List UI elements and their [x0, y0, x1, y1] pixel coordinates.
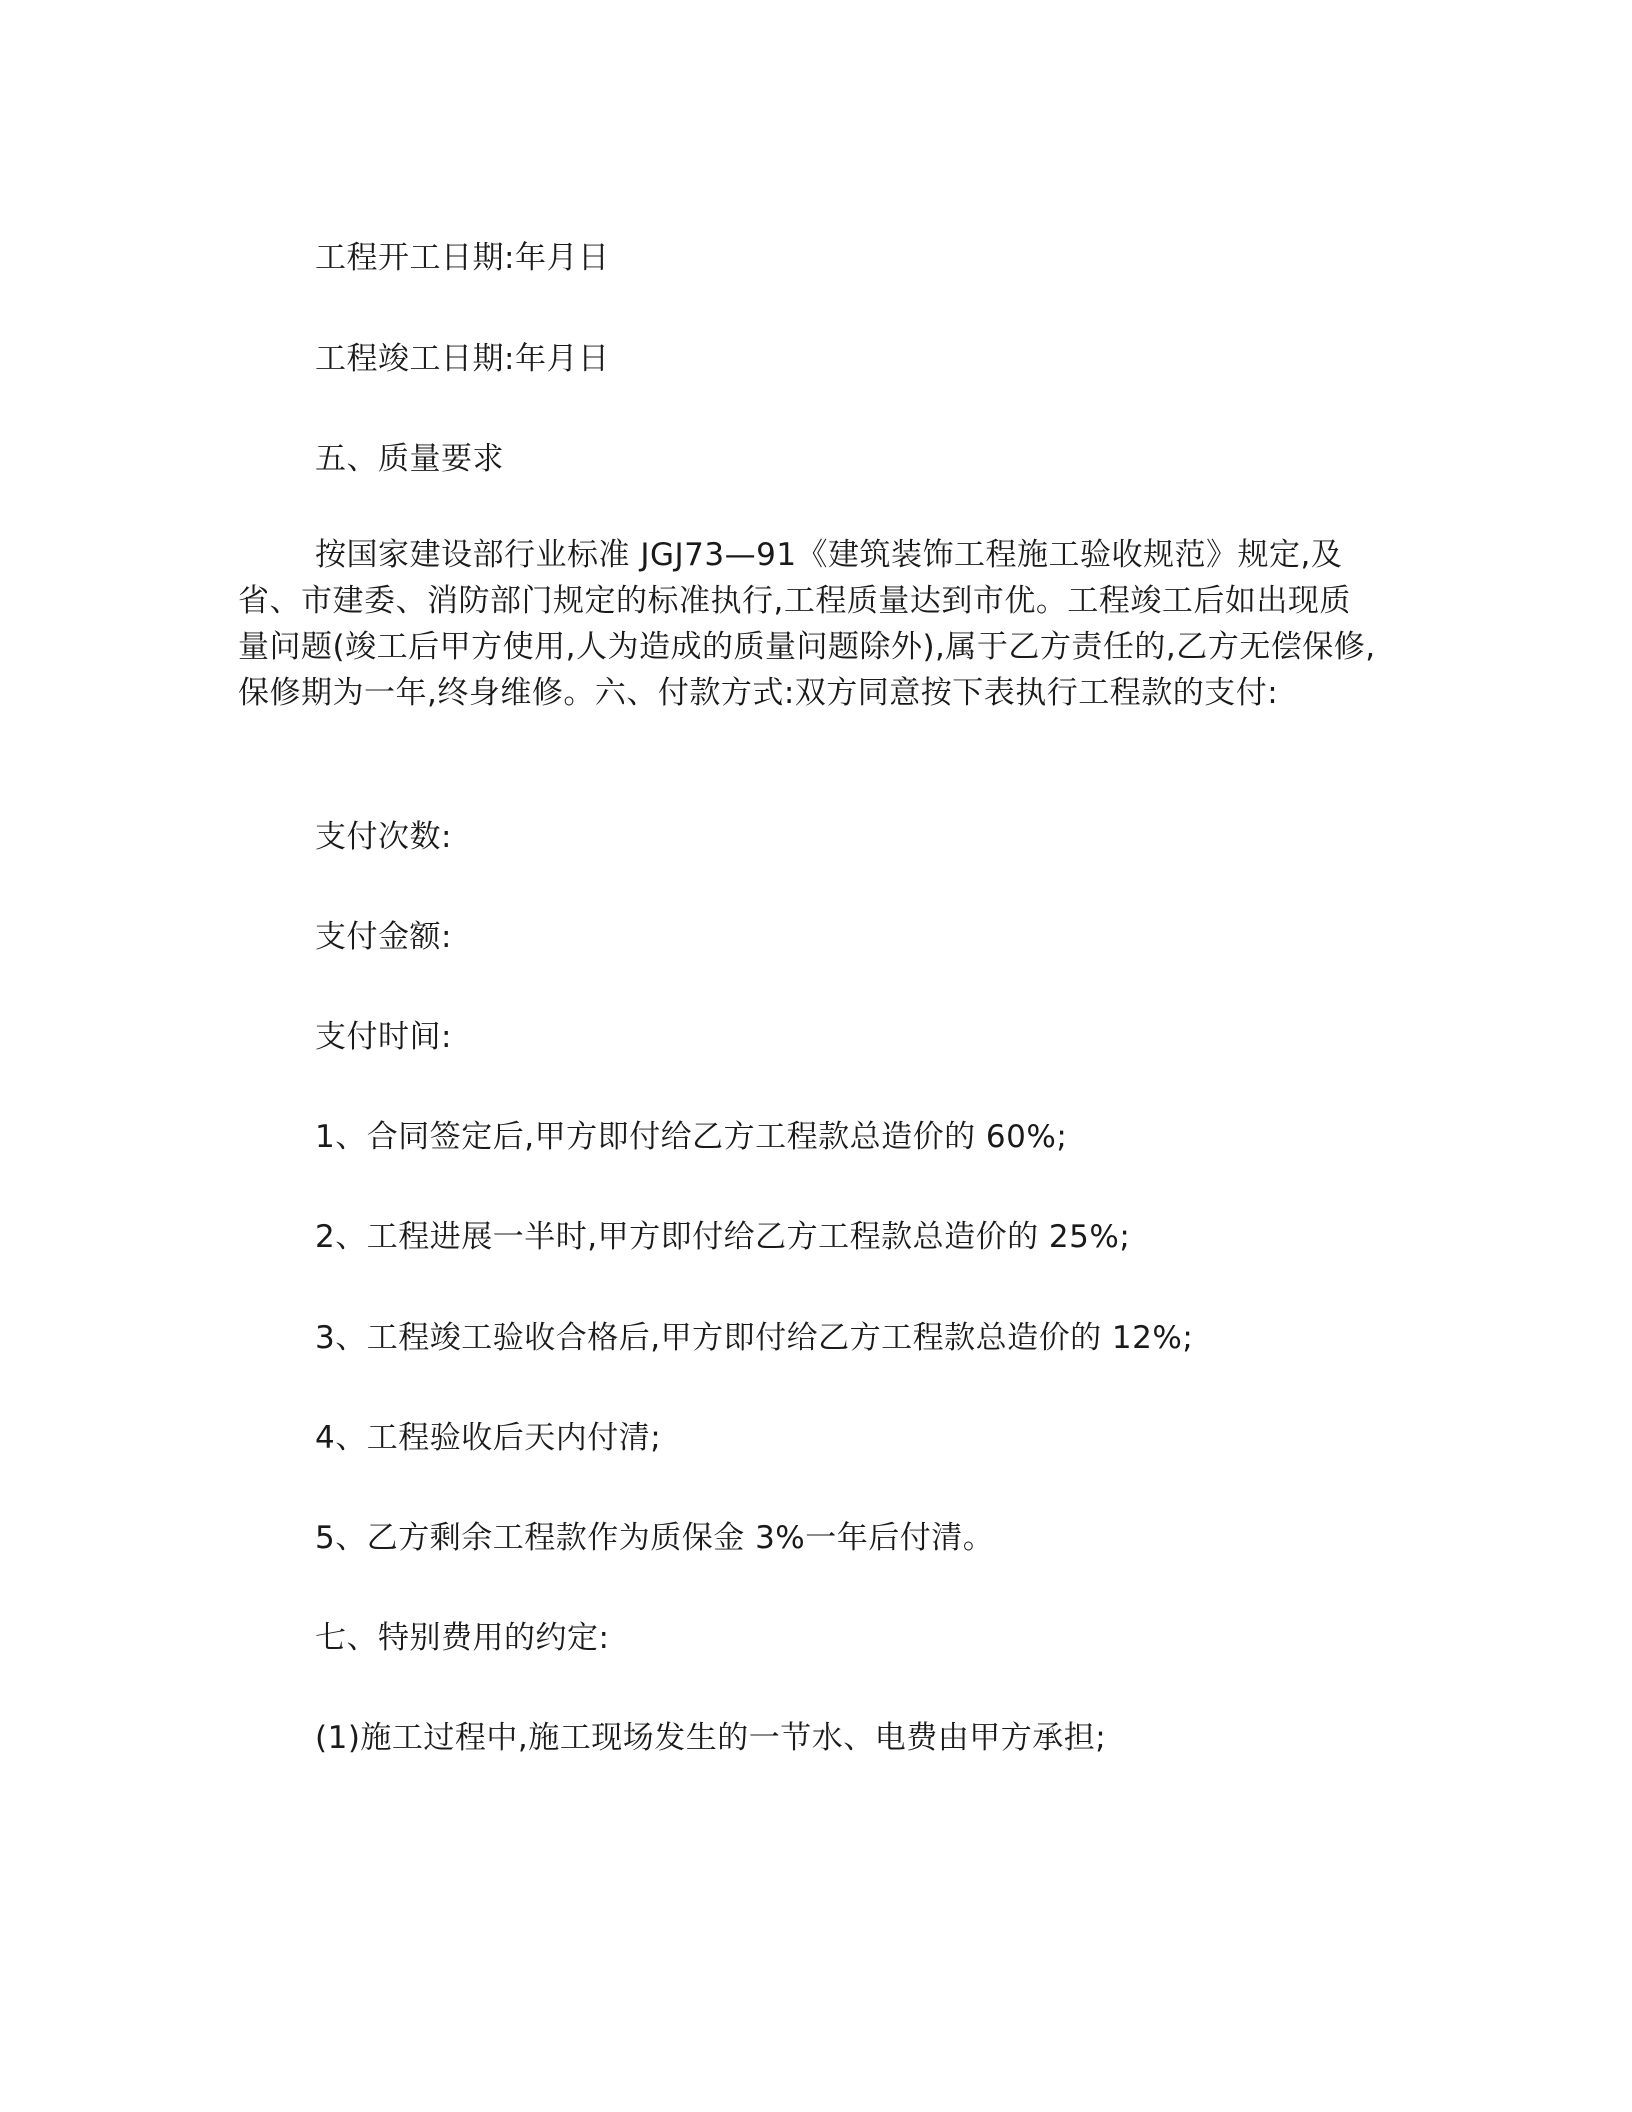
paragraph-line: 省、市建委、消防部门规定的标准执行,工程质量达到市优。工程竣工后如出现质 [238, 583, 1351, 619]
section5-paragraph [238, 532, 1388, 716]
payment-item: 3、工程竣工验收合格后,甲方即付给乙方工程款总造价的 12%; [315, 1320, 1194, 1356]
start-date-line: 工程开工日期:年月日 [315, 240, 610, 276]
section5-heading: 五、质量要求 [315, 441, 504, 477]
payment-item: 2、工程进展一半时,甲方即付给乙方工程款总造价的 25%; [315, 1219, 1131, 1255]
end-date-line: 工程竣工日期:年月日 [315, 341, 610, 377]
payment-item: 5、乙方剩余工程款作为质保金 3%一年后付清。 [315, 1520, 995, 1556]
payment-time-line: 支付时间: [315, 1019, 452, 1055]
paragraph-line: 保修期为一年,终身维修。六、付款方式:双方同意按下表执行工程款的支付: [238, 675, 1279, 711]
payment-count-line: 支付次数: [315, 819, 452, 855]
payment-item: 4、工程验收后天内付清; [315, 1420, 662, 1456]
section7-heading: 七、特别费用的约定: [315, 1620, 610, 1656]
paragraph-line: 量问题(竣工后甲方使用,人为造成的质量问题除外),属于乙方责任的,乙方无偿保修, [238, 629, 1376, 665]
payment-amount-line: 支付金额: [315, 919, 452, 955]
paragraph-line: 按国家建设部行业标准 JGJ73—91《建筑装饰工程施工验收规范》规定,及 [315, 537, 1343, 573]
payment-item: 1、合同签定后,甲方即付给乙方工程款总造价的 60%; [315, 1119, 1068, 1155]
section7-item: (1)施工过程中,施工现场发生的一节水、电费由甲方承担; [315, 1720, 1107, 1756]
